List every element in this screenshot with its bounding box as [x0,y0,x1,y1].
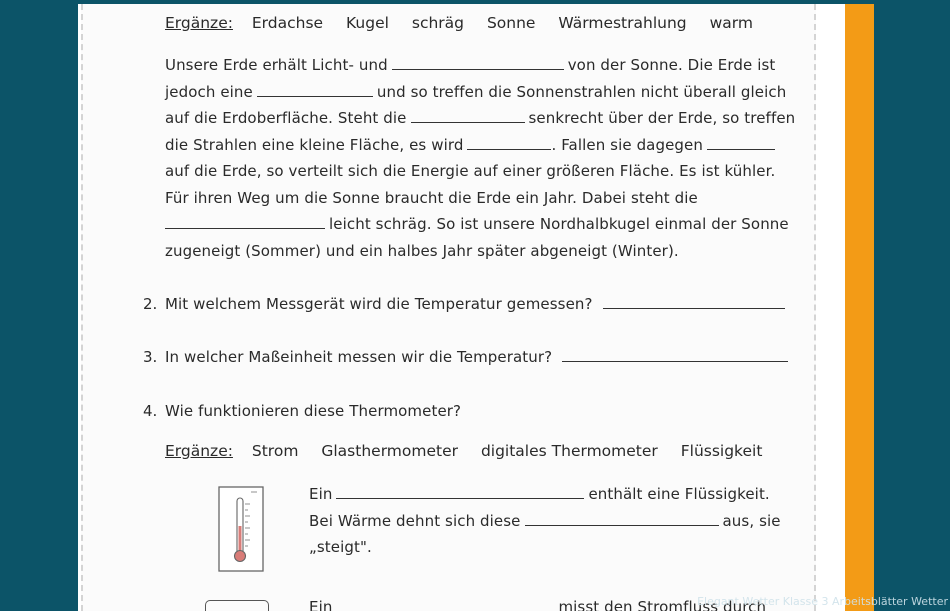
digital-thermometer-icon [205,600,269,611]
cloze-line-7: leicht schräg. So ist unsere Nordhalbkugel einmal der Sonne [165,211,789,238]
word-schraeg: schräg [411,14,465,32]
blank-1[interactable] [392,55,564,70]
word-kugel: Kugel [346,14,389,32]
question-4-text: Wie funktionieren diese Thermometer? [165,402,462,420]
thermo-line-2: Bei Wärme dehnt sich diese aus, sie [309,512,781,530]
word-erdachse: Erdachse [251,14,324,32]
cloze-line-3: auf die Erdoberfläche. Steht die senkrecht über der Erde, so treffen [165,109,796,127]
cloze-line-4: die Strahlen eine kleine Fläche, es wird . Fallen sie dagegen [165,132,779,159]
erganze-label-2: Ergänze: [165,442,233,460]
question-2-number: 2. [143,295,158,313]
blank-6[interactable] [165,214,325,229]
word-waermestrahlung: Wärmestrahlung [558,14,687,32]
cloze-line-8: zugeneigt (Sommer) und ein halbes Jahr später abgeneigt (Winter). [165,242,679,260]
glass-thermometer-icon [218,486,264,572]
blank-8[interactable] [525,511,719,526]
blank-7[interactable] [336,484,584,499]
word-strom: Strom [251,442,299,460]
blank-2[interactable] [257,82,373,97]
word-bank-2 [165,442,780,460]
cloze-line-1: Unsere Erde erhält Licht- und von der Sonne. Die Erde ist [165,56,776,74]
word-bank-1 [165,14,771,32]
erganze-label: Ergänze: [165,14,233,32]
watermark: Elegant Wetter Klasse 3 Arbeitsblätter Wetter [697,595,948,608]
question-4-number: 4. [143,402,158,420]
word-digitales-thermometer: digitales Thermometer [480,442,658,460]
question-3-text: In welcher Maßeinheit messen wir die Temperatur? [165,344,792,371]
left-border [0,0,78,611]
thermo-line-3: „steigt". [309,538,372,556]
worksheet-page [78,4,845,611]
thermo-line-4: Ein misst den Stromfluss durch [309,598,767,611]
blank-4[interactable] [467,135,551,150]
thermo-line-1: Ein enthält eine Flüssigkeit. [309,485,770,503]
word-fluessigkeit: Flüssigkeit [680,442,763,460]
word-sonne: Sonne [486,14,536,32]
word-warm: warm [709,14,753,32]
cloze-line-5: auf die Erde, so verteilt sich die Energie auf einer größeren Fläche. Es ist kühler. [165,162,776,180]
right-border [874,0,950,611]
blank-9[interactable] [336,597,554,611]
cloze-line-6: Für ihren Weg um die Sonne braucht die Erde ein Jahr. Dabei steht die [165,189,698,207]
answer-line-2[interactable] [603,294,785,309]
word-glasthermometer: Glasthermometer [321,442,458,460]
worksheet-sheet [81,4,816,611]
blank-5[interactable] [707,135,775,150]
cloze-line-2: jedoch eine und so treffen die Sonnenstrahlen nicht überall gleich [165,83,787,101]
blank-3[interactable] [411,108,525,123]
orange-stripe [845,4,874,611]
question-2-text: Mit welchem Messgerät wird die Temperatur gemessen? [165,291,789,318]
question-3-number: 3. [143,348,158,366]
answer-line-3[interactable] [562,347,788,362]
